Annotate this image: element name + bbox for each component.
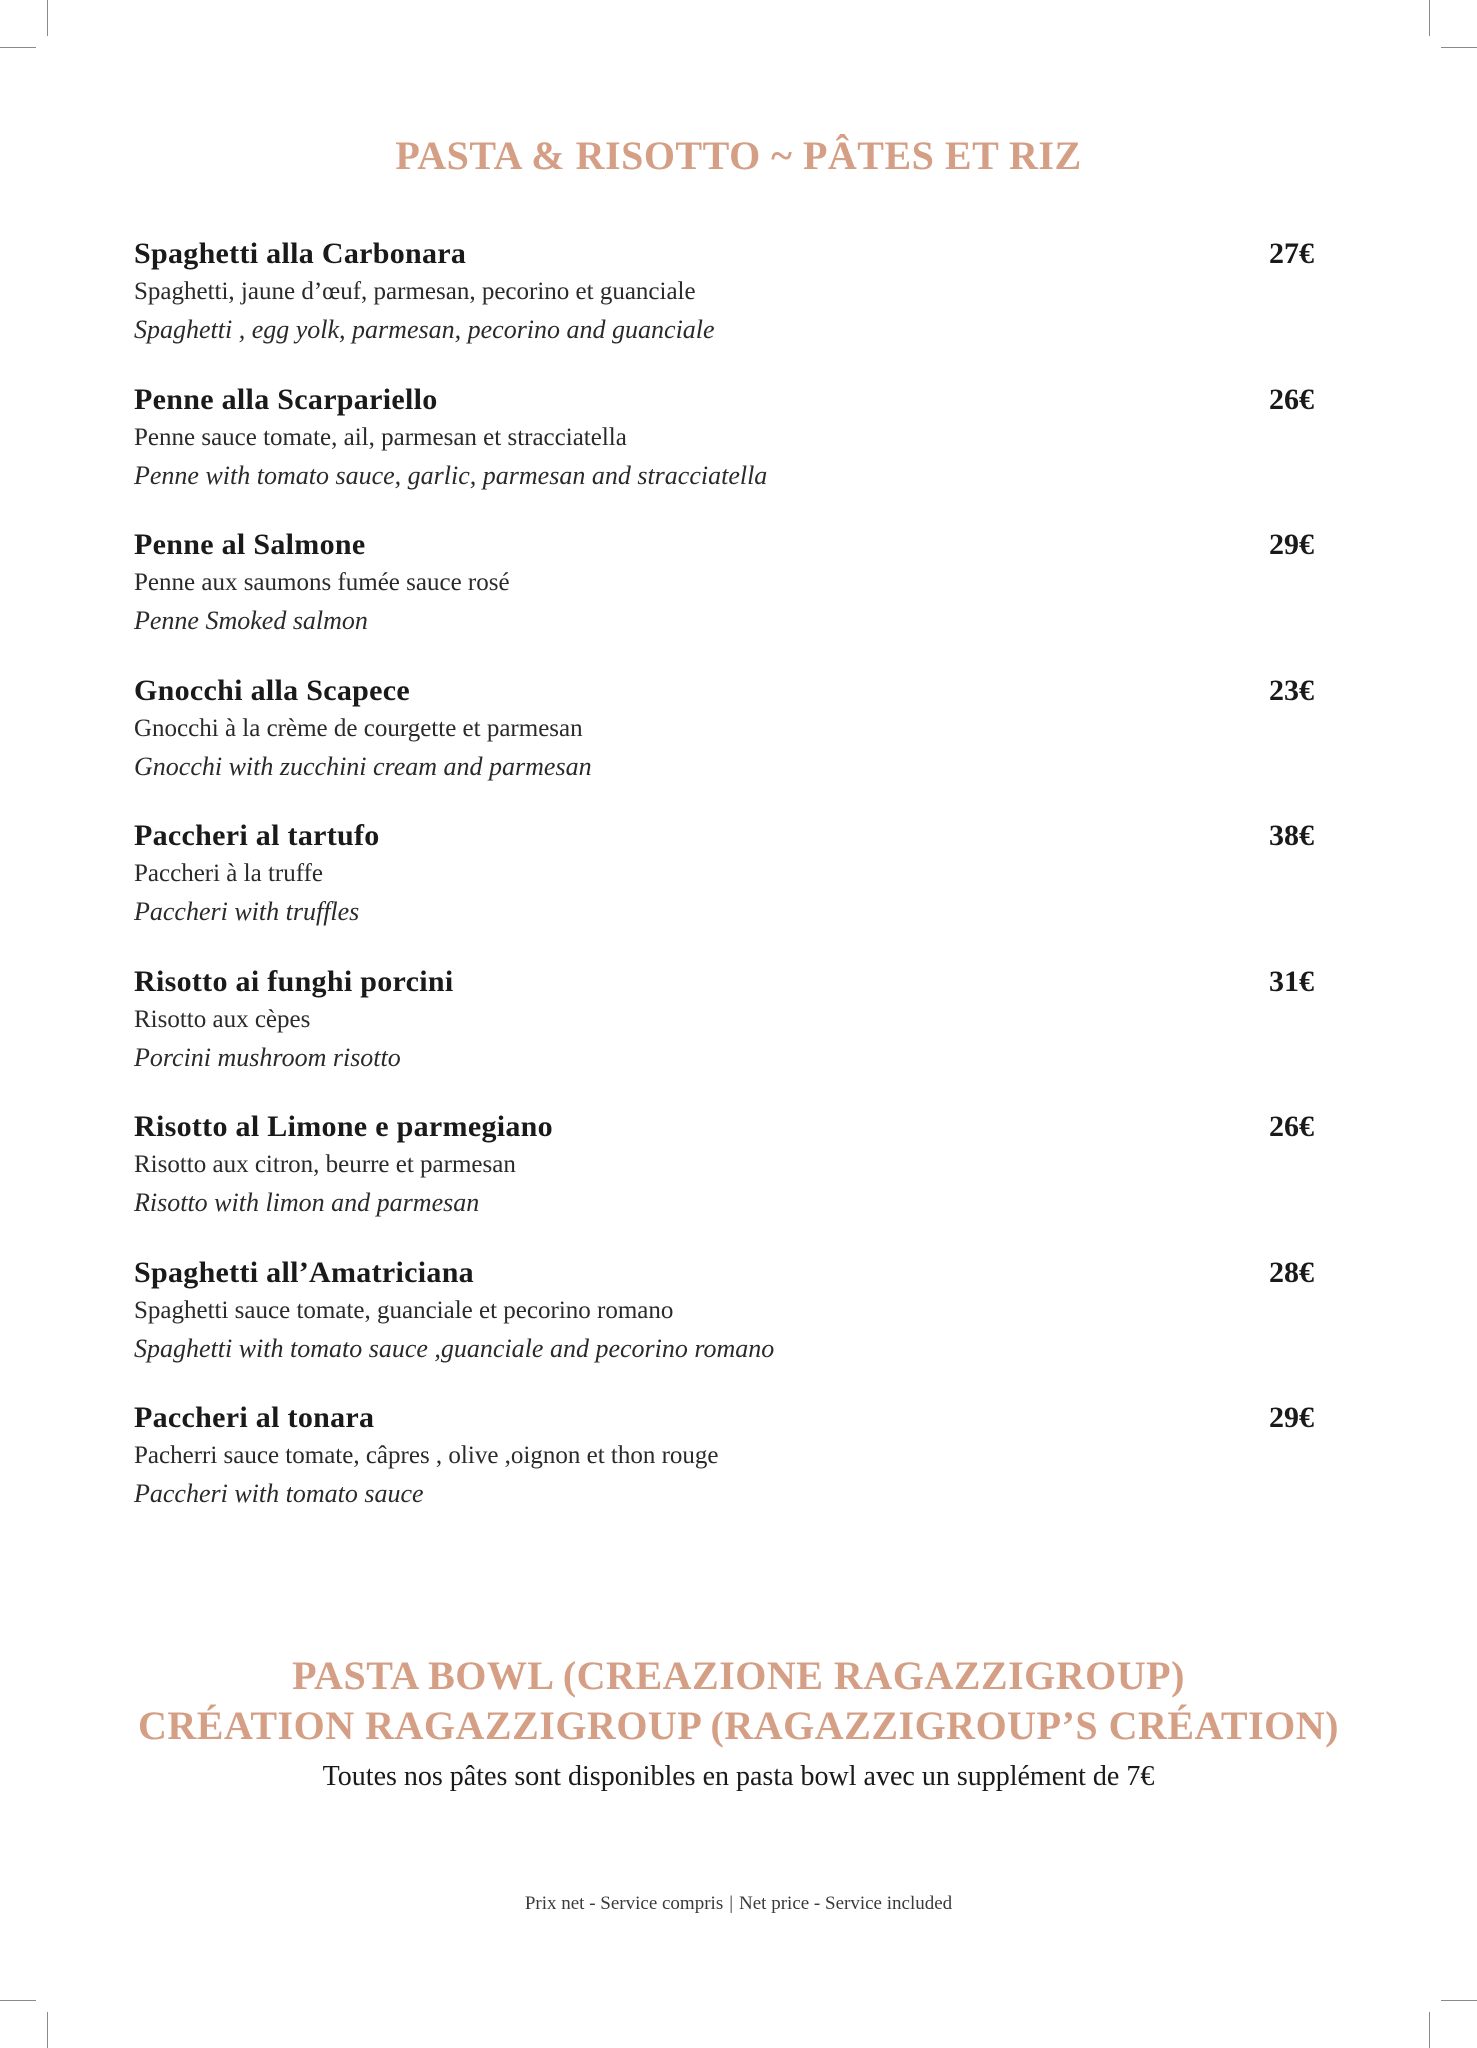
crop-mark	[1429, 0, 1430, 36]
item-description-en: Paccheri with tomato sauce	[134, 1479, 424, 1508]
item-description-fr: Spaghetti, jaune d’œuf, parmesan, pecorino et guanciale	[134, 278, 696, 305]
footer-price-note-fr: Prix net - Service compris	[524, 1893, 724, 1914]
item-name: Risotto ai funghi porcini	[134, 964, 454, 998]
item-price: 29€	[1269, 1401, 1314, 1434]
crop-mark	[0, 47, 36, 48]
item-name: Paccheri al tartufo	[134, 819, 380, 852]
crop-mark	[0, 2000, 36, 2001]
item-price: 28€	[1269, 1255, 1314, 1289]
item-description-en: Risotto with limon and parmesan	[134, 1188, 480, 1217]
menu-item	[134, 960, 1314, 1106]
menu-item	[134, 523, 1314, 669]
item-description-en: Penne with tomato sauce, garlic, parmesan and stracciatella	[134, 460, 768, 490]
menu-item	[134, 378, 1314, 524]
item-price: 38€	[1269, 819, 1314, 852]
crop-mark	[1441, 47, 1477, 48]
item-description-en: Gnocchi with zucchini cream and parmesan	[134, 751, 592, 781]
menu-item	[134, 232, 1314, 378]
item-description-fr: Spaghetti sauce tomate, guanciale et pecorino romano	[134, 1296, 674, 1324]
item-description-fr: Penne sauce tomate, ail, parmesan et stracciatella	[134, 423, 627, 451]
item-description-fr: Gnocchi à la crème de courgette et parmesan	[134, 714, 583, 742]
item-name: Penne al Salmone	[134, 528, 366, 561]
pasta-bowl-title: PASTA BOWL (CREAZIONE RAGAZZIGROUP)	[292, 1653, 1185, 1698]
menu-item	[134, 1105, 1314, 1251]
item-name: Spaghetti alla Carbonara	[134, 237, 467, 270]
pasta-bowl-subtitle: CRÉATION RAGAZZIGROUP (RAGAZZIGROUP’S CRÉATION)	[138, 1703, 1339, 1748]
item-name: Spaghetti all’Amatriciana	[134, 1255, 474, 1289]
item-price: 26€	[1269, 1110, 1314, 1143]
item-name: Paccheri al tonara	[134, 1401, 375, 1434]
item-description-fr: Penne aux saumons fumée sauce rosé	[134, 569, 510, 596]
item-description-en: Penne Smoked salmon	[134, 606, 368, 635]
item-name: Penne alla Scarpariello	[134, 382, 438, 416]
item-description-fr: Paccheri à la truffe	[134, 860, 324, 887]
crop-mark	[1429, 2012, 1430, 2048]
crop-mark	[47, 2012, 48, 2048]
item-name: Risotto al Limone e parmegiano	[134, 1110, 553, 1143]
item-price: 27€	[1269, 237, 1314, 270]
crop-mark	[1441, 2000, 1477, 2001]
footer-price-note-en: Net price - Service included	[739, 1893, 953, 1914]
item-description-en: Spaghetti with tomato sauce ,guanciale and pecorino romano	[134, 1333, 775, 1363]
item-description-en: Porcini mushroom risotto	[134, 1042, 401, 1072]
menu-item	[134, 814, 1314, 960]
page-title: PASTA & RISOTTO ~ PÂTES ET RIZ	[395, 133, 1082, 178]
item-price: 29€	[1269, 528, 1314, 561]
item-description-fr: Pacherri sauce tomate, câpres , olive ,oignon et thon rouge	[134, 1442, 719, 1469]
menu-item	[134, 1396, 1314, 1542]
item-price: 31€	[1269, 964, 1314, 998]
pasta-bowl-note: Toutes nos pâtes sont disponibles en pasta bowl avec un supplément de 7€	[322, 1761, 1155, 1792]
menu-item	[134, 669, 1314, 815]
footer	[0, 1890, 1477, 1918]
menu-list	[134, 232, 1314, 1542]
item-price: 26€	[1269, 382, 1314, 416]
item-price: 23€	[1269, 673, 1314, 707]
item-description-fr: Risotto aux cèpes	[134, 1005, 311, 1033]
item-name: Gnocchi alla Scapece	[134, 673, 410, 707]
footer-separator: |	[729, 1893, 734, 1914]
menu-item	[134, 1251, 1314, 1397]
crop-mark	[47, 0, 48, 36]
item-description-fr: Risotto aux citron, beurre et parmesan	[134, 1151, 516, 1178]
item-description-en: Paccheri with truffles	[134, 897, 360, 926]
item-description-en: Spaghetti , egg yolk, parmesan, pecorino and guanciale	[134, 315, 715, 344]
